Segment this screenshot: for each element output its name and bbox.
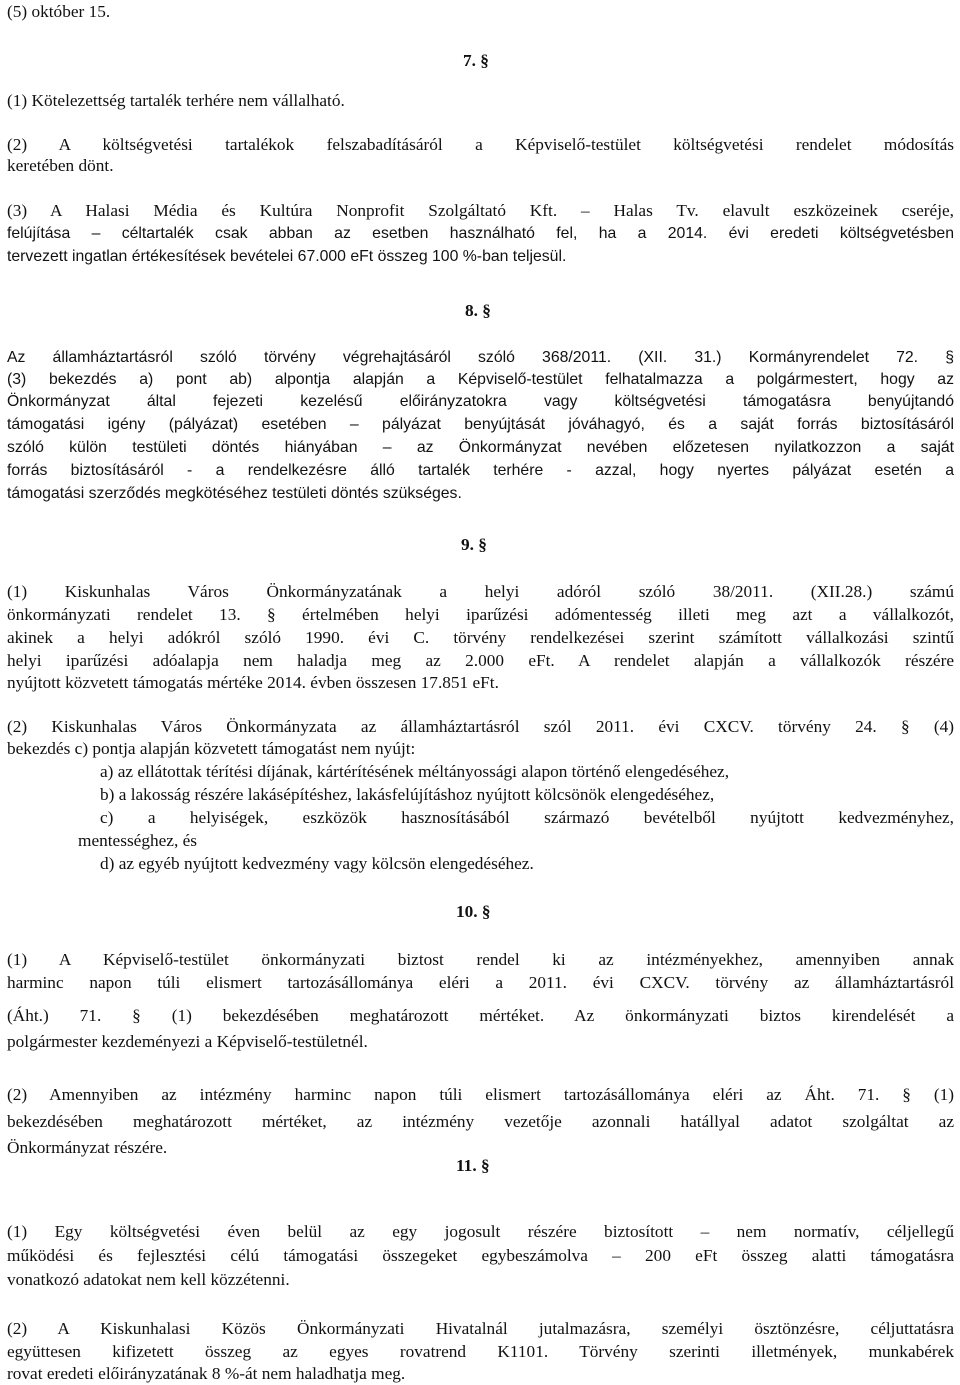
paragraph-line: Önkormányzat által fejezeti kezelésű előirányzatokra vagy költségvetési támogatásra benyújtandó [7,393,954,410]
paragraph-line: harminc napon túli elismert tartozásállománya eléri a 2011. évi CXCV. törvény az államháztartásról [7,973,954,992]
paragraph-line: (Áht.) 71. § (1) bekezdésében meghatározott mértéket. Az önkormányzati biztos kirendelését a [7,1006,954,1025]
paragraph-line: (1) Egy költségvetési éven belül az egy jogosult részére biztosított ‒ nem normatív, céljellegű [7,1222,954,1241]
section-heading-7: 7. § [463,51,489,70]
paragraph-line: támogatási igény (pályázat) esetében ‒ pályázat benyújtását jóváhagyó, és a saját forrás biztosításáról [7,416,954,433]
paragraph-line: tervezett ingatlan értékesítések bevételei 67.000 eFt összeg 100 %-ban teljesül. [7,248,567,265]
paragraph-line: (2) Amennyiben az intézmény harminc napon túli elismert tartozásállománya eléri az Áht. 71. § (1) [7,1085,954,1104]
paragraph-line: működési és fejlesztési célú támogatási összegeket egybeszámolva ‒ 200 eFt összeg alatti támogatásra [7,1246,954,1265]
list-item: mentességhez, és [78,831,198,850]
section-heading-11: 11. § [456,1156,490,1175]
paragraph-line: felújítása ‒ céltartalék csak abban az esetben használható fel, ha a 2014. évi eredeti költségvetésben [7,225,954,242]
list-item: a) az ellátottak térítési díjának, kártérítésének méltányossági alapon történő elengedéséhez, [100,762,730,781]
list-item: c) a helyiségek, eszközök hasznosításából származó bevételből nyújtott kedvezményhez, [100,808,954,827]
paragraph-line: (1) Kiskunhalas Város Önkormányzatának a helyi adóról szóló 38/2011. (XII.28.) számú [7,582,954,601]
paragraph-line: szóló külön testületi döntés hiányában ‒ az Önkormányzat nevében előzetesen nyilatkozzon a saját [7,439,954,456]
list-item: b) a lakosság részére lakásépítéshez, lakásfelújításhoz nyújtott kölcsönök elengedéséhez, [100,785,715,804]
paragraph-line: helyi iparűzési adóalapja nem haladja meg az 2.000 eFt. A rendelet alapján a vállalkozók részére [7,651,954,670]
paragraph-line: bekezdésében meghatározott mértéket, az intézmény vezetője azonnali hatállyal adatot szolgáltat az [7,1112,954,1131]
paragraph-line: támogatási szerződés megkötéséhez testületi döntés szükséges. [7,485,462,502]
list-item: d) az egyéb nyújtott kedvezmény vagy kölcsön elengedéséhez. [100,854,534,873]
paragraph-line: (2) Kiskunhalas Város Önkormányzata az államháztartásról szól 2011. évi CXCV. törvény 24. § (4) [7,717,954,736]
paragraph-line: (3) A Halasi Média és Kultúra Nonprofit Szolgáltató Kft. ‒ Halas Tv. elavult eszközeinek cseréje, [7,201,954,220]
paragraph-line: nyújtott közvetett támogatás mértéke 2014. évben összesen 17.851 eFt. [7,673,499,692]
paragraph-line: akinek a helyi adókról szóló 1990. évi C. törvény rendelkezései szerint számított vállalkozási szintű [7,628,954,647]
paragraph-line: (2) A költségvetési tartalékok felszabadításáról a Képviselő-testület költségvetési rendelet módosítás [7,135,954,154]
list-item: (5) október 15. [7,2,111,21]
paragraph-line: Önkormányzat részére. [7,1138,168,1157]
paragraph-line: bekezdés c) pontja alapján közvetett támogatást nem nyújt: [7,739,416,758]
paragraph-line: (1) A Képviselő-testület önkormányzati biztost rendel ki az intézményekhez, amennyiben annak [7,950,954,969]
paragraph-line: rovat eredeti előirányzatának 8 %-át nem haladhatja meg. [7,1364,406,1383]
paragraph-line: (3) bekezdés a) pont ab) alpontja alapján a Képviselő-testület felhatalmazza a polgármestert, hogy az [7,371,954,388]
paragraph-line: keretében dönt. [7,156,114,175]
section-heading-8: 8. § [465,301,491,320]
paragraph-line: együttesen kifizetett összeg az egyes rovatrend K1101. Törvény szerinti illetmények, munkabérek [7,1342,954,1361]
paragraph-line: polgármester kezdeményezi a Képviselő-testületnél. [7,1032,368,1051]
paragraph-line: forrás biztosításáról - a rendelkezésre álló tartalék terhére - azzal, hogy nyertes pályázat esetén a [7,462,954,479]
section-heading-9: 9. § [461,535,487,554]
paragraph-line: vonatkozó adatokat nem kell közzétenni. [7,1270,290,1289]
paragraph-line: Az államháztartásról szóló törvény végrehajtásáról szóló 368/2011. (XII. 31.) Kormányrendelet 72. § [7,349,954,366]
section-heading-10: 10. § [456,902,491,921]
paragraph-line: önkormányzati rendelet 13. § értelmében helyi iparűzési adómentesség illeti meg azt a vállalkozót, [7,605,954,624]
paragraph-line: (1) Kötelezettség tartalék terhére nem vállalható. [7,91,345,110]
paragraph-line: (2) A Kiskunhalasi Közös Önkormányzati Hivatalnál jutalmazásra, személyi ösztönzésre, céljuttatásra [7,1319,954,1338]
